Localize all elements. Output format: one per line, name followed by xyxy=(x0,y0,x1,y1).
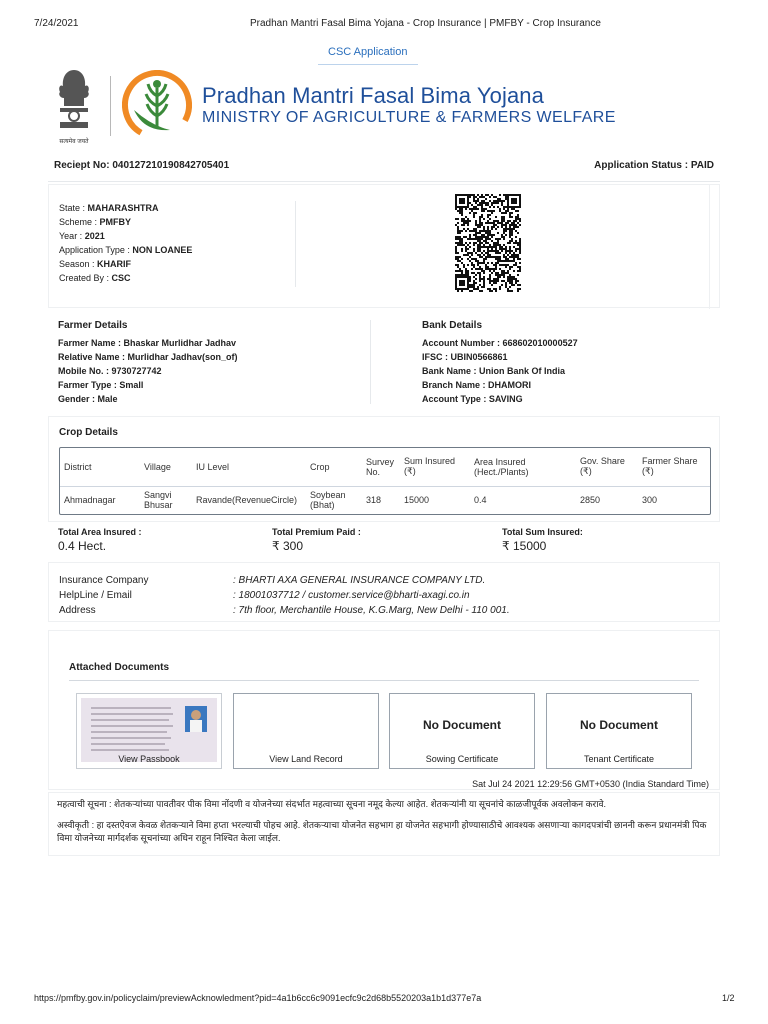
receipt-bar xyxy=(48,154,720,182)
application-info-card xyxy=(48,184,720,308)
col-survey-no: Survey No. xyxy=(362,448,400,486)
account-number: Account Number : 668602010000527 xyxy=(422,338,578,348)
total-sum-value: ₹ 15000 xyxy=(502,539,547,553)
total-premium-value: ₹ 300 xyxy=(272,539,303,553)
sowing-certificate-document[interactable] xyxy=(389,693,535,769)
print-date: 7/24/2021 xyxy=(34,18,79,29)
pmfby-logo-icon xyxy=(122,70,192,140)
passbook-thumbnail xyxy=(81,698,217,762)
info-season: Season : KHARIF xyxy=(59,259,132,269)
csc-underline xyxy=(318,64,418,65)
bank-details-list xyxy=(422,336,578,406)
helpline-email-value: : 18001037712 / customer.service@bharti-axagi.co.in xyxy=(233,590,470,601)
crop-details-card xyxy=(48,416,720,522)
cell-sum-insured: 15000 xyxy=(404,495,430,506)
scheme-title: Pradhan Mantri Fasal Bima Yojana xyxy=(202,83,544,108)
banner-divider xyxy=(110,76,111,136)
cell-iu-level: Ravande(RevenueCircle) xyxy=(196,495,298,506)
csc-application-link[interactable]: CSC Application xyxy=(328,46,408,58)
cell-survey-no: 318 xyxy=(366,495,382,506)
application-status: Application Status : PAID xyxy=(594,160,714,171)
address-label: Address xyxy=(59,605,96,616)
insurance-company-label: Insurance Company xyxy=(59,575,149,586)
gender: Gender : Male xyxy=(58,394,118,404)
timestamp: Sat Jul 24 2021 12:29:56 GMT+0530 (India Standard Time) xyxy=(472,779,709,789)
footer-url[interactable]: https://pmfby.gov.in/policyclaim/previewAcknowledment?pid=4a1b6cc6c9091ecfc9c2d68b5520203a1b1d377e7a xyxy=(34,993,482,1003)
total-area-value: 0.4 Hect. xyxy=(58,539,107,553)
crop-table-wrapper xyxy=(59,447,711,515)
cell-village: Sangvi Bhusar xyxy=(144,490,173,511)
total-premium xyxy=(272,527,361,553)
col-area-insured: Area Insured (Hect./Plants) xyxy=(470,448,576,486)
info-divider xyxy=(295,201,296,287)
col-village: Village xyxy=(140,448,192,486)
crop-table xyxy=(60,448,710,514)
col-gov-share: Gov. Share (₹) xyxy=(576,448,638,486)
table-row xyxy=(60,486,710,514)
banner xyxy=(48,68,720,154)
info-application-type: Application Type : NON LOANEE xyxy=(59,245,193,255)
status-badge: PAID xyxy=(690,160,714,171)
farmer-details-title: Farmer Details xyxy=(58,320,128,331)
insurance-card xyxy=(48,562,720,622)
helpline-email-label: HelpLine / Email xyxy=(59,590,132,601)
cell-gov-share: 2850 xyxy=(580,495,601,506)
qr-code xyxy=(454,193,522,293)
farmer-details-list xyxy=(58,336,238,406)
bank-details-title: Bank Details xyxy=(422,320,483,331)
sowing-no-document: No Document xyxy=(423,718,501,732)
attached-documents-title: Attached Documents xyxy=(69,662,170,673)
info-scheme: Scheme : PMFBY xyxy=(59,217,132,227)
view-passbook-link[interactable]: View Passbook xyxy=(118,754,180,764)
mobile-number: Mobile No. : 9730727742 xyxy=(58,366,162,376)
sowing-certificate-caption: Sowing Certificate xyxy=(425,754,499,764)
relative-name: Relative Name : Murlidhar Jadhav(son_of) xyxy=(58,352,238,362)
col-iu-level: IU Level xyxy=(192,448,306,486)
farmer-name: Farmer Name : Bhaskar Murlidhar Jadhav xyxy=(58,338,237,348)
account-type: Account Type : SAVING xyxy=(422,394,523,404)
print-page-title: Pradhan Mantri Fasal Bima Yojana - Crop Insurance | PMFBY - Crop Insurance xyxy=(250,18,601,29)
total-premium-label: Total Premium Paid : xyxy=(272,527,361,537)
tenant-certificate-document[interactable] xyxy=(546,693,692,769)
documents-divider xyxy=(69,680,699,681)
total-sum-label: Total Sum Insured: xyxy=(502,527,583,537)
land-record-document[interactable] xyxy=(233,693,379,769)
notes-card xyxy=(48,792,720,856)
farmer-type: Farmer Type : Small xyxy=(58,380,144,390)
crop-details-title: Crop Details xyxy=(59,427,118,438)
info-created-by: Created By : CSC xyxy=(59,273,131,283)
address-value: : 7th floor, Merchantile House, K.G.Marg, New Delhi - 110 001. xyxy=(233,605,510,616)
col-district: District xyxy=(60,448,140,486)
cell-district: Ahmadnagar xyxy=(64,495,116,506)
info-year: Year : 2021 xyxy=(59,231,105,241)
application-info-list xyxy=(59,201,192,285)
insurance-company-value: : BHARTI AXA GENERAL INSURANCE COMPANY LTD. xyxy=(233,575,486,586)
cell-farmer-share: 300 xyxy=(642,495,658,506)
crop-table-header xyxy=(60,448,710,486)
insurance-values xyxy=(233,573,510,618)
col-sum-insured: Sum Insured (₹) xyxy=(400,448,470,486)
disclaimer-note: अस्वीकृती : हा दस्तऐवज केवळ शेतकऱ्याने विमा हप्ता भरल्याची पोहच आहे. शेतकऱ्याचा योजनेत सहभाग हा योजनेत सहभागी होण्यासाठीचे आवश्यक असणाऱ्या कागदपत्रांची छाननी करून प्रधानमंत्री पिक विमा योजनेच्या मार्गदर्शक सूचनांच्या अधिन राहून निश्चित केला जाईल. xyxy=(57,820,707,843)
ministry-subtitle: MINISTRY OF AGRICULTURE & FARMERS WELFARE xyxy=(202,109,616,126)
col-farmer-share: Farmer Share (₹) xyxy=(638,448,710,486)
ifsc: IFSC : UBIN0566861 xyxy=(422,352,508,362)
passbook-document[interactable] xyxy=(76,693,222,769)
branch-name: Branch Name : DHAMORI xyxy=(422,380,532,390)
details-divider xyxy=(370,320,371,404)
cell-area-insured: 0.4 xyxy=(474,495,487,506)
info-state: State : MAHARASHTRA xyxy=(59,203,159,213)
details-section xyxy=(48,310,720,414)
card-edge xyxy=(709,185,710,309)
col-crop: Crop xyxy=(306,448,362,486)
national-emblem-icon xyxy=(54,68,94,144)
emblem-caption: सत्यमेव जयते xyxy=(59,139,89,145)
insurance-labels xyxy=(59,573,149,618)
page-number: 1/2 xyxy=(722,993,735,1003)
view-land-record-link[interactable]: View Land Record xyxy=(269,754,343,764)
receipt-number: Reciept No: 040127210190842705401 xyxy=(54,160,230,171)
important-note: महत्वाची सूचना : शेतकऱ्यांच्या पावतीवर पीक विमा नोंदणी व योजनेच्या संदर्भात महत्वाच्या सूचना नमूद केल्या आहेत. शेतकऱ्यांनी या सूचनांचे काळजीपूर्वक अवलोकन करावे. xyxy=(57,799,607,809)
cell-crop: Soybean (Bhat) xyxy=(310,490,346,511)
tenant-certificate-caption: Tenant Certificate xyxy=(583,754,655,764)
tenant-no-document: No Document xyxy=(580,718,658,732)
total-area-label: Total Area Insured : xyxy=(58,527,142,537)
total-sum xyxy=(502,527,583,553)
total-area xyxy=(58,527,142,553)
bank-name: Bank Name : Union Bank Of India xyxy=(422,366,566,376)
